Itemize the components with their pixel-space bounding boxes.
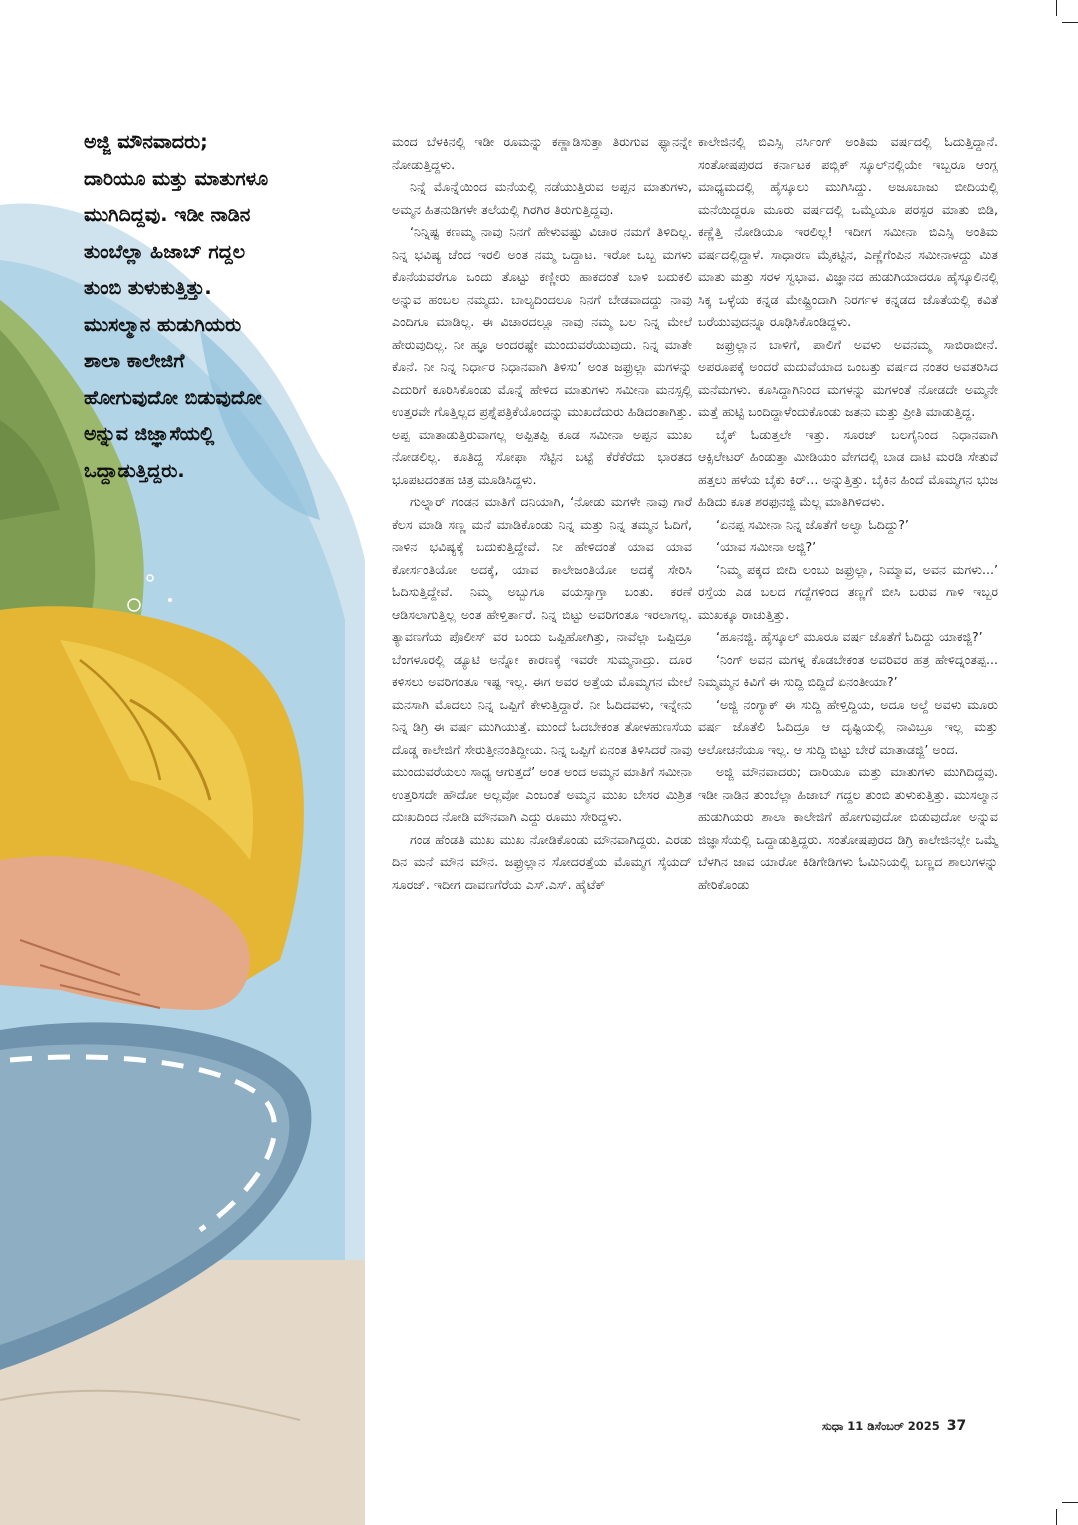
pull-quote-line: ಶಾಲಾ ಕಾಲೇಜಿಗೆ xyxy=(84,350,185,372)
paragraph: ‘ನಿಮ್ಮ ಪಕ್ಕದ ಬೀದಿ ಲಂಬು ಜಫ್ರುಲ್ಲಾ, ನಿಮ್ಮಾವ, ಅವನ ಮಗಳು...’ ರಸ್ತೆಯ ಎಡ ಬಲದ ಗದ್ದೆಗಳಿಂದ ತಣ್ಣಗೆ ಬೀಸಿ ಬರುವ ಗಾಳಿ ಇಬ್ಬರ ಮುಖಕ್ಕೂ ರಾಚುತ್ತಿತ್ತು. xyxy=(698,561,998,622)
paragraph: ಮಂದ ಬೆಳಕಿನಲ್ಲಿ ಇಡೀ ರೂಮನ್ನು ಕಣ್ಣಾಡಿಸುತ್ತಾ ತಿರುಗುವ ಫ್ಯಾನನ್ನೇ ನೋಡುತ್ತಿದ್ದಳು. xyxy=(392,134,692,172)
pull-quote xyxy=(84,124,354,489)
page-footer xyxy=(822,1418,966,1434)
article-column-2 xyxy=(698,131,998,896)
pull-quote-line: ಅಜ್ಜಿ ಮೌನವಾದರು; xyxy=(84,131,208,153)
crop-mark xyxy=(1056,1509,1057,1525)
paragraph: ‘ಯಾವ ಸಮೀನಾ ಅಜ್ಜಿ?’ xyxy=(716,539,817,554)
paragraph: ‘ಹೂನಜ್ಜಿ. ಹೈಸ್ಕೂಲ್ ಮೂರೂ ವರ್ಷ ಜೊತೆಗೆ ಓದಿದ್ದು ಯಾಕಜ್ಜಿ?’ xyxy=(716,629,983,644)
paragraph: ಜಫ್ರುಲ್ಲಾನ ಬಾಳಿಗೆ, ಪಾಲಿಗೆ ಅವಳು ಅವನಮ್ಮ ಸಾಬಿರಾಬೀನೆ. ಅಪರೂಪಕ್ಕೆ ಅಂದರೆ ಮದುವೆಯಾದ ಒಂಬತ್ತು ವರ್ಷದ ನಂತರ ಅವತರಿಸಿದ ಮನೆಮಗಳು. ಕೂಸಿದ್ದಾಗಿನಿಂದ ಮಗಳನ್ನು ಮಗಳಂತೆ ನೋಡದೇ ಅಮ್ಮನೇ ಮತ್ತೆ ಹುಟ್ಟಿ ಬಂದಿದ್ದಾಳೆಂದುಕೊಂಡು ಜತನು ಮತ್ತು ಪ್ರೀತಿ ಮಾಡುತ್ತಿದ್ದ. xyxy=(698,336,998,419)
crop-mark xyxy=(1062,22,1078,23)
pull-quote-line: ದಾರಿಯೂ ಮತ್ತು ಮಾತುಗಳೂ xyxy=(84,167,269,190)
paragraph: ಗಂಡ ಹೆಂಡತಿ ಮುಖ ಮುಖ ನೋಡಿಕೊಂಡು ಮೌನವಾಗಿದ್ದರು. ಎರಡು ದಿನ ಮನೆ ಮೌನ ಮೌನ. ಜಫ್ರುಲ್ಲಾನ ಸೋದರತ್ತೆಯ ಮೊಮ್ಮಗ ಸೈಯದ್ ಸೂರಜ್. ಇದೀಗ ದಾವಣಗೆರೆಯ ಎಸ್.ಎಸ್. ಹೈಟೆಕ್ xyxy=(392,831,692,892)
magazine-issue: ಸುಧಾ 11 ಡಿಸೆಂಬರ್ 2025 xyxy=(822,1419,940,1433)
paragraph: ‘ನಿಂಗ್ ಅವನ ಮಗಳ್ನ ಕೊಡಬೇಕಂತ ಅವರಿವರ ಹತ್ರ ಹೇಳಿದ್ನಂತಪ್ಪ... ನಿಮ್ಮಮ್ಮನ ಕಿವಿಗೆ ಈ ಸುದ್ದಿ ಬಿದ್ದಿದೆ ಏನಂತೀಯಾ?’ xyxy=(698,651,998,689)
pull-quote-line: ಮುಸಲ್ಮಾನ ಹುಡುಗಿಯರು xyxy=(84,313,242,336)
paragraph: ಅಜ್ಜಿ ಮೌನವಾದರು; ದಾರಿಯೂ ಮತ್ತು ಮಾತುಗಳು ಮುಗಿದಿದ್ದವು. ಇಡೀ ನಾಡಿನ ತುಂಬೆಲ್ಲಾ ಹಿಜಾಬ್ ಗದ್ದಲ ತುಂಬಿ ತುಳುಕುತ್ತಿತ್ತು. ಮುಸಲ್ಮಾನ ಹುಡುಗಿಯರು ಶಾಲಾ ಕಾಲೇಜಿಗೆ ಹೋಗುವುದೋ ಬಿಡುವುದೋ ಅನ್ನುವ ಜಿಜ್ಞಾಸೆಯಲ್ಲಿ ಒದ್ದಾಡುತ್ತಿದ್ದರು. ಸಂತೋಷಪುರದ ಡಿಗ್ರಿ ಕಾಲೇಜಿನಲ್ಲೇ ಒಮ್ಮೆ ಬೆಳಗಿನ ಜಾವ ಯಾರೋ ಕಿಡಿಗೇಡಿಗಳು ಓಮಿನಿಯಲ್ಲಿ ಬಣ್ಣದ ಶಾಲುಗಳನ್ನು ಹೇರಿಕೊಂಡು xyxy=(698,764,998,892)
pull-quote-line: ತುಂಬೆಲ್ಲಾ ಹಿಜಾಬ್ ಗದ್ದಲ xyxy=(84,240,246,263)
paragraph: ನಿನ್ನೆ ಮೊನ್ನೆಯಿಂದ ಮನೆಯಲ್ಲಿ ನಡೆಯುತ್ತಿರುವ ಅಪ್ಪನ ಮಾತುಗಳು, ಅಮ್ಮನ ಹಿತನುಡಿಗಳೇ ತಲೆಯಲ್ಲಿ ಗಿರಗಿರ ತಿರುಗುತ್ತಿದ್ದವು. xyxy=(392,179,692,217)
paragraph: ಬೈಕ್ ಓಡುತ್ತಲೇ ಇತ್ತು. ಸೂರಜ್ ಬಲಗೈನಿಂದ ನಿಧಾನವಾಗಿ ಆಕ್ಸಿಲೇಟರ್ ಹಿಂಡುತ್ತಾ ಮೀಡಿಯಂ ವೇಗದಲ್ಲಿ ಬಾಡ ದಾಟಿ ಮರಡಿ ಸೇತುವೆ ಹತ್ತಲು ಹಳೆಯ ಬೈಕು ಕಿರ್... ಅನ್ನುತ್ತಿತ್ತು. ಬೈಕಿನ ಹಿಂದೆ ಮೊಮ್ಮಗನ ಭುಜ ಹಿಡಿದು ಕೂತ ಶರಫುನಜ್ಜಿ ಮೆಲ್ಲ ಮಾತಿಗಿಳಿದಳು. xyxy=(698,426,998,509)
crop-mark xyxy=(1056,0,1057,16)
pull-quote-line: ಅನ್ನುವ ಜಿಜ್ಞಾಸೆಯಲ್ಲಿ xyxy=(84,423,215,445)
paragraph: ‘ನಿನ್ನಿಷ್ಟ ಕಣಮ್ಮ ನಾವು ನಿನಗೆ ಹೇಳುವಷ್ಟು ವಿಚಾರ ನಮಗೆ ತಿಳಿದಿಲ್ಲ. ನಿನ್ನ ಭವಿಷ್ಯ ಚೆಂದ ಇರಲಿ ಅಂತ ನಮ್ಮ ಒದ್ದಾಟ. ಇರೋ ಒಬ್ಬ ಮಗಳು ಕೊನೆಯವರೆಗೂ ಒಂದು ತೊಟ್ಟು ಕಣ್ಣೀರು ಹಾಕದಂತೆ ಬಾಳಿ ಬದುಕಲಿ ಅನ್ನುವ ಹಂಬಲ ನಮ್ಮದು. ಬಾಲ್ಯದಿಂದಲೂ ನಿನಗೆ ಬೇಡವಾದದ್ದು ನಾವು ಎಂದಿಗೂ ಮಾಡಿಲ್ಲ. ಈ ವಿಚಾರದಲ್ಲೂ ನಾವು ನಮ್ಮ ಬಲ ನಿನ್ನ ಮೇಲೆ ಹೇರುವುದಿಲ್ಲ. ನೀ ಹ್ಞೂ ಅಂದರಷ್ಟೇ ಮುಂದುವರೆಯುವುದು. ನಿನ್ನ ಮಾತೇ ಕೊನೆ. ನೀ ನಿನ್ನ ನಿರ್ಧಾರ ನಿಧಾನವಾಗಿ ತಿಳಿಸು’ ಅಂತ ಜಫ್ರುಲ್ಲಾ ಮಗಳನ್ನು ಎದುರಿಗೆ ಕೂರಿಸಿಕೊಂಡು ಮೊನ್ನೆ ಹೇಳಿದ ಮಾತುಗಳು ಸಮೀನಾ ಮನಸ್ಸಲ್ಲಿ ಉತ್ತರವೇ ಗೊತ್ತಿಲ್ಲದ ಪ್ರಶ್ನೆಪತ್ರಿಕೆಯೊಂದನ್ನು ಮುಖದೆದುರು ಹಿಡಿದಂತಾಗಿತ್ತು. ಅಪ್ಪ ಮಾತಾಡುತ್ತಿರುವಾಗಲ್ಲ ಅಪ್ಪಿತಪ್ಪಿ ಕೂಡ ಸಮೀನಾ ಅಪ್ಪನ ಮುಖ ನೋಡಲಿಲ್ಲ. ಕೂತಿದ್ದ ಸೋಫಾ ಸೆಟ್ಟಿನ ಬಟ್ಟೆ ಕೆರೆಕೆರೆದು ಭಾರತದ ಭೂಪಟದಂತಹ ಚಿತ್ರ ಮೂಡಿಸಿದ್ದಳು. xyxy=(392,224,692,487)
paragraph: ಗುಲ್ನಾರ್ ಗಂಡನ ಮಾತಿಗೆ ದನಿಯಾಗಿ, ‘ನೋಡು ಮಗಳೇ ನಾವು ಗಾರೆ ಕೆಲಸ ಮಾಡಿ ಸಣ್ಣ ಮನೆ ಮಾಡಿಕೊಂಡು ನಿನ್ನ ಮತ್ತು ನಿನ್ನ ತಮ್ಮನ ಓದಿಗೆ, ನಾಳಿನ ಭವಿಷ್ಯಕ್ಕೆ ಬದುಕುತ್ತಿದ್ದೇವೆ. ನೀ ಹೇಳಿದಂತೆ ಯಾವ ಯಾವ ಕೋರ್ಸಂತಿಯೋ ಅದಕ್ಕೆ, ಯಾವ ಕಾಲೇಜಂತಿಯೋ ಅದಕ್ಕೆ ಸೇರಿಸಿ ಓದಿಸುತ್ತಿದ್ದೇವೆ. ನಿಮ್ಮ ಅಬ್ಬುಗೂ ವಯಸ್ಸಾಗ್ತಾ ಬಂತು. ಕರಣೆ ಆಡಿಸಲಾಗುತ್ತಿಲ್ಲ ಅಂತ ಹೇಳ್ತಿರ್ತಾರೆ. ನಿನ್ನ ಬಿಟ್ಟು ಅವರಿಗಂತೂ ಇರಲಾಗಲ್ಲ. ತ್ಯಾವಣಗೆಯ ಪೊಲೀಸ್ ವರ ಬಂದು ಒಪ್ಪಿಹೋಗಿತ್ತು, ನಾವೆಲ್ಲಾ ಒಪ್ಪಿದ್ರೂ ಬೆಂಗಳೂರಲ್ಲಿ ಡ್ಯೂಟಿ ಅನ್ನೋ ಕಾರಣಕ್ಕೆ ಇವರೇ ಸುಮ್ಮನಾದ್ರು. ದೂರ ಕಳಿಸಲು ಅವರಿಗಂತೂ ಇಷ್ಟ ಇಲ್ಲ. ಈಗ ಅವರ ಅತ್ತೆಯ ಮೊಮ್ಮಗನ ಮೇಲೆ ಮನಸಾಗಿ ಮೊದಲು ನಿನ್ನ ಒಪ್ಪಿಗೆ ಕೇಳುತ್ತಿದ್ದಾರೆ. ನೀ ಓದಿದವಳು, ಇನ್ನೇನು ನಿನ್ನ ಡಿಗ್ರಿ ಈ ವರ್ಷ ಮುಗಿಯುತ್ತೆ. ಮುಂದೆ ಓದಬೇಕಂತ ತೋಳಹುಣಸೆಯ ದೊಡ್ಡ ಕಾಲೇಜಿಗೆ ಸೇರುತ್ತೀನಂತಿದ್ದೀಯ. ನಿನ್ನ ಒಪ್ಪಿಗೆ ಏನಂತ ತಿಳಿಸಿದರೆ ನಾವು ಮುಂದುವರೆಯಲು ಸಾಧ್ಯ ಆಗುತ್ತದೆ’ ಅಂತ ಅಂದ ಅಮ್ಮನ ಮಾತಿಗೆ ಸಮೀನಾ ಉತ್ತರಿಸದೇ ಹೌದೋ ಅಲ್ಲವೋ ಎಂಬಂತೆ ಅಮ್ಮನ ಮುಖ ಬೇಸರ ಮಿಶ್ರಿತ ದುಃಖದಿಂದ ನೋಡಿ ಮೌನವಾಗಿ ಎದ್ದು ರೂಮು ಸೇರಿದ್ದಳು. xyxy=(392,494,692,824)
pull-quote-line: ಮುಗಿದಿದ್ದವು. ಇಡೀ ನಾಡಿನ xyxy=(84,204,251,226)
pull-quote-line: ಹೋಗುವುದೋ ಬಿಡುವುದೋ xyxy=(84,386,262,409)
paragraph: ‘ಅಜ್ಜಿ ನಂಗ್ಯಾಕ್ ಈ ಸುದ್ದಿ ಹೇಳ್ತಿದ್ದಿಯ, ಅದೂ ಅಲ್ದೆ ಅವಳು ಮೂರು ವರ್ಷ ಜೊತೆಲಿ ಓದಿದ್ರೂ ಆ ದೃಷ್ಟಿಯಲ್ಲಿ ನಾವಿಬ್ರೂ ಇಲ್ಲ ಮತ್ತು ಆಲೋಚನೆಯೂ ಇಲ್ಲ. ಆ ಸುದ್ದಿ ಬಿಟ್ಟು ಬೇರೆ ಮಾತಾಡಜ್ಜಿ’ ಅಂದ. xyxy=(698,696,998,757)
crop-mark xyxy=(1062,1502,1078,1503)
pull-quote-line: ತುಂಬಿ ತುಳುಕುತ್ತಿತ್ತು. xyxy=(84,277,212,299)
paragraph: ಕಾಲೇಜಿನಲ್ಲಿ ಬಿಎಸ್ಸಿ ನರ್ಸಿಂಗ್ ಅಂತಿಮ ವರ್ಷದಲ್ಲಿ ಓದುತ್ತಿದ್ದಾನೆ. ಸಂತೋಷಪುರದ ಕರ್ನಾಟಕ ಪಬ್ಲಿಕ್ ಸ್ಕೂಲ್‌ನಲ್ಲಿಯೇ ಇಬ್ಬರೂ ಆಂಗ್ಲ ಮಾಧ್ಯಮದಲ್ಲಿ ಹೈಸ್ಕೂಲು ಮುಗಿಸಿದ್ದು. ಅಜೂಬಾಜು ಬೀದಿಯಲ್ಲಿ ಮನೆಯಿದ್ದರೂ ಮೂರು ವರ್ಷದಲ್ಲಿ ಒಮ್ಮೆಯೂ ಪರಸ್ಪರ ಮಾತು ಬಿಡಿ, ಕಣ್ಣೆತ್ತಿ ನೋಡಿಯೂ ಇರಲಿಲ್ಲ! ಇದೀಗ ಸಮೀನಾ ಬಿಎಸ್ಸಿ ಅಂತಿಮ ವರ್ಷದಲ್ಲಿದ್ದಾಳೆ. ಸಾಧಾರಣ ಮೈಕಟ್ಟಿನ, ಎಣ್ಣೆಗೆಂಪಿನ ಸಮೀನಾಳದ್ದು ಮಿತ ಮಾತು ಮತ್ತು ಸರಳ ಸ್ವಭಾವ. ವಿಜ್ಞಾನದ ಹುಡುಗಿಯಾದರೂ ಹೈಸ್ಕೂಲಿನಲ್ಲಿ ಸಿಕ್ಕ ಒಳ್ಳೆಯ ಕನ್ನಡ ಮೇಷ್ಟ್ರಿಂದಾಗಿ ನಿರರ್ಗಳ ಕನ್ನಡದ ಜೊತೆಯಲ್ಲಿ ಕವಿತೆ ಬರೆಯುವುದನ್ನೂ ರೂಢಿಸಿಕೊಂಡಿದ್ದಳು. xyxy=(698,134,998,329)
pull-quote-line: ಒದ್ದಾಡುತ್ತಿದ್ದರು. xyxy=(84,459,185,482)
paragraph: ‘ಏನಪ್ಪ ಸಮೀನಾ ನಿನ್ನ ಜೊತೆಗೆ ಅಲ್ವಾ ಓದಿದ್ದು?’ xyxy=(716,516,909,532)
article-column-1 xyxy=(392,131,692,896)
page-number: 37 xyxy=(946,1418,967,1434)
